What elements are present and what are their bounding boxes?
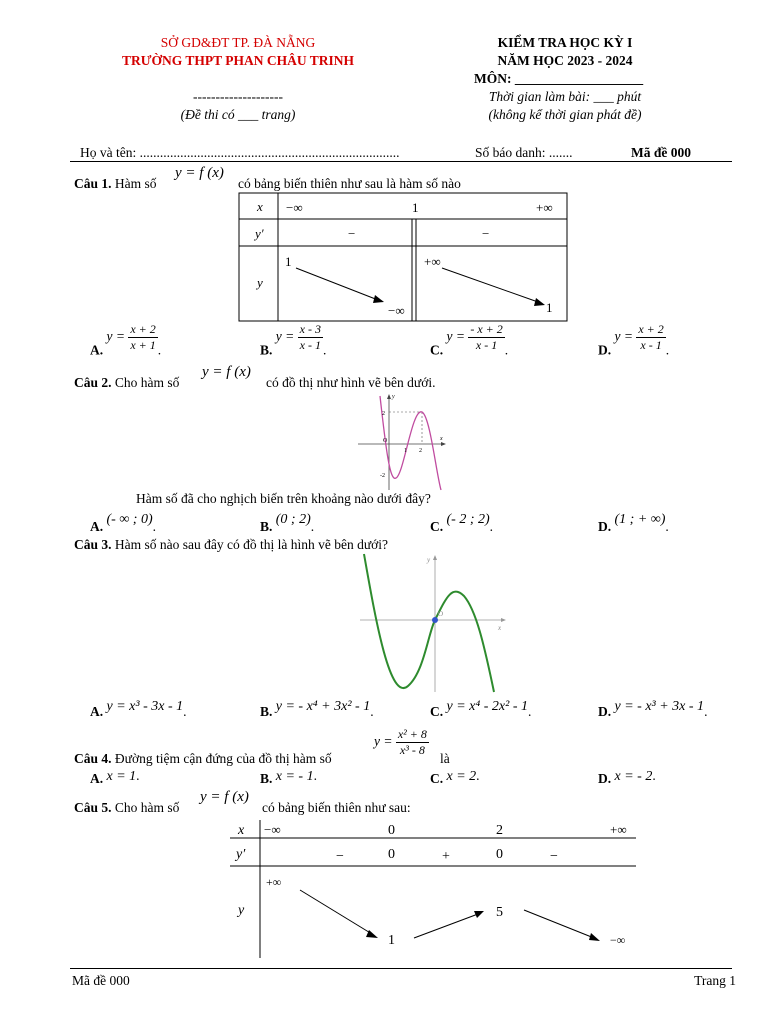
- q2-label: Câu 2.: [74, 375, 112, 390]
- exam-title: KIỂM TRA HỌC KỲ I: [497, 35, 633, 50]
- q1-y-left-top: 1: [285, 254, 292, 269]
- q2-y-axis-label: y: [392, 394, 395, 400]
- q5-y-3: 5: [496, 905, 503, 920]
- q3-option-a[interactable]: A. y = x³ - 3x - 1.: [90, 699, 187, 719]
- q1-option-b[interactable]: B. y = $\frac{x - 3}{x - 1}$ .: [260, 322, 327, 358]
- q3-option-c[interactable]: C. y = x⁴ - 2x² - 1.: [430, 699, 532, 719]
- q1-sign-2: −: [482, 226, 490, 241]
- q4-option-c[interactable]: C. x = 2.: [430, 768, 480, 786]
- q4-label: Câu 4.: [74, 751, 112, 766]
- q5-x-1: −∞: [264, 822, 281, 837]
- q2-origin: O: [383, 438, 388, 444]
- q2-option-a[interactable]: A. (- ∞ ; 0).: [90, 512, 157, 534]
- q1-function: y = f (x): [175, 165, 224, 181]
- q4-function: y = $\frac{\text{x² + 8}}{\text{x³ - 8}}$: [374, 727, 427, 757]
- subject-line: MÔN: ___________________: [474, 71, 644, 86]
- q5-y-4: −∞: [610, 933, 626, 947]
- q1-stem-tail: có bảng biến thiên như sau là hàm số nào: [238, 176, 461, 191]
- header-divider: --------------------: [193, 89, 283, 104]
- q4-stem: Câu 4. Đường tiệm cận đứng của đồ thị hàm số: [74, 751, 332, 766]
- q1-row-y: y: [257, 275, 263, 290]
- q3-graph: [358, 552, 508, 694]
- q1-label: Câu 1.: [74, 176, 112, 191]
- q5-x-3: 2: [496, 823, 503, 838]
- q3-option-d[interactable]: D. y = - x³ + 3x - 1.: [598, 699, 708, 719]
- q1-sign-1: −: [348, 226, 356, 241]
- q1-arrow-2: [442, 268, 538, 302]
- q5-label: Câu 5.: [74, 800, 112, 815]
- q5-variation-table: [228, 818, 638, 960]
- q5-x-2: 0: [388, 823, 395, 838]
- student-name-field: Họ và tên: .............................................................................: [80, 145, 400, 160]
- q3-x-axis-label: x: [498, 624, 502, 632]
- q1-row-yprime: y′: [255, 226, 264, 241]
- q4-stem-tail: là: [440, 751, 450, 766]
- q1-y-left-bottom: −∞: [388, 303, 405, 318]
- q5-arrow-3: [524, 910, 594, 938]
- q2-stem: Câu 2. Cho hàm số: [74, 375, 180, 390]
- school-name: TRƯỜNG THPT PHAN CHÂU TRINH: [121, 53, 355, 68]
- q1-y-right-bottom: 1: [546, 300, 553, 315]
- q2-option-d[interactable]: D. (1 ; + ∞).: [598, 512, 669, 534]
- footer-page-number: Trang 1: [694, 973, 736, 988]
- q5-y-2: 1: [388, 933, 395, 948]
- q5-sign-1: −: [336, 849, 344, 864]
- school-year: NĂM HỌC 2023 - 2024: [497, 53, 633, 68]
- q2-question: Hàm số đã cho nghịch biến trên khoảng nào dưới đây?: [136, 491, 431, 506]
- q3-curve: [364, 554, 494, 692]
- footer-rule: [70, 968, 732, 969]
- q1-arrow-1: [296, 268, 378, 300]
- page-count-note: (Đề thi có ___ trang): [180, 107, 296, 122]
- q2-function: y = f (x): [202, 364, 251, 380]
- q3-stem: Câu 3. Hàm số nào sau đây có đồ thị là hình vẽ bên dưới?: [74, 537, 389, 552]
- q1-variation-table: [238, 192, 568, 322]
- q1-y-right-top: +∞: [424, 254, 441, 269]
- candidate-number-field: Số báo danh: .......: [475, 145, 573, 160]
- q5-stem: Câu 5. Cho hàm số: [74, 800, 180, 815]
- q5-x-4: +∞: [610, 822, 627, 837]
- q1-option-a[interactable]: A. y = $\frac{x + 2}{x + 1}$ .: [90, 322, 162, 358]
- q4-option-d[interactable]: D. x = - 2.: [598, 768, 656, 786]
- q1-x-left: −∞: [286, 200, 303, 215]
- q5-arrow-2: [414, 914, 478, 938]
- q5-function: y = f (x): [200, 789, 249, 805]
- q1-x-mid: 1: [412, 200, 419, 215]
- q2-tick-y-bottom: -2: [380, 473, 385, 479]
- q2-tick-x-2: 2: [419, 448, 422, 454]
- q3-origin: O: [438, 610, 444, 618]
- q1-stem: Câu 1. Hàm số: [74, 176, 157, 191]
- q4-option-b[interactable]: B. x = - 1.: [260, 768, 317, 786]
- q2-tick-y-top: 2: [382, 411, 385, 417]
- duration-note: (không kể thời gian phát đề): [488, 107, 642, 122]
- q2-x-axis-label: x: [440, 436, 443, 442]
- duration: Thời gian làm bài: ___ phút: [488, 89, 642, 104]
- q3-y-axis-label: y: [427, 556, 431, 564]
- q1-option-d[interactable]: D. y = $\frac{x + 2}{x - 1}$ .: [598, 322, 670, 358]
- q5-row-yprime: y′: [236, 847, 246, 862]
- q2-tick-x-1: 1: [404, 448, 407, 454]
- q1-option-c[interactable]: C. y = $\frac{- x + 2}{x - 1}$ .: [430, 322, 509, 358]
- department-name: SỞ GD&ĐT TP. ĐÀ NẴNG: [160, 35, 316, 50]
- q5-row-x: x: [238, 823, 245, 838]
- q3-option-b[interactable]: B. y = - x⁴ + 3x² - 1.: [260, 699, 374, 719]
- q5-zero-2: 0: [496, 847, 503, 862]
- q2-stem-tail: có đồ thị như hình vẽ bên dưới.: [266, 375, 436, 390]
- q5-stem-tail: có bảng biến thiên như sau:: [262, 800, 411, 815]
- q5-row-y: y: [238, 903, 245, 918]
- header-rule: [70, 161, 732, 162]
- exam-code: Mã đề 000: [631, 145, 691, 160]
- q3-label: Câu 3.: [74, 537, 112, 552]
- q5-sign-2: +: [442, 849, 450, 864]
- q5-sign-3: −: [550, 849, 558, 864]
- q2-option-b[interactable]: B. (0 ; 2).: [260, 512, 315, 534]
- q5-zero-1: 0: [388, 847, 395, 862]
- q5-y-1: +∞: [266, 875, 282, 889]
- q1-row-x: x: [257, 199, 263, 214]
- q5-arrow-1: [300, 890, 372, 934]
- q2-option-c[interactable]: C. (- 2 ; 2).: [430, 512, 494, 534]
- q4-option-a[interactable]: A. x = 1.: [90, 768, 140, 786]
- footer-exam-code: Mã đề 000: [72, 973, 130, 988]
- q2-graph: [356, 392, 448, 492]
- q1-x-right: +∞: [536, 200, 553, 215]
